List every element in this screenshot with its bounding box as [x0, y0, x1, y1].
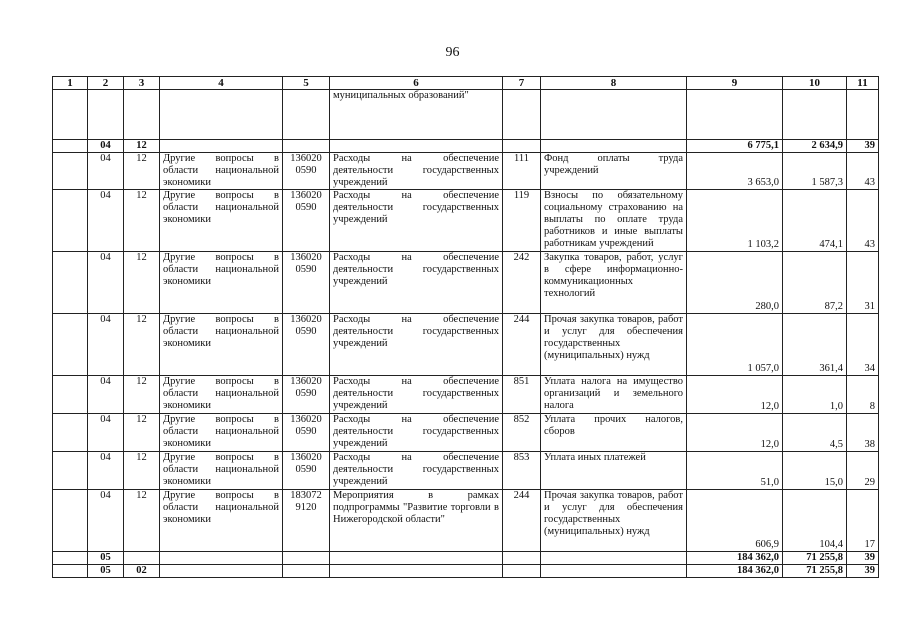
cell-col-7: 851 [503, 376, 541, 414]
cell-col-5: 136020 0590 [283, 452, 330, 490]
cell-col-2: 04 [88, 314, 124, 376]
cell-col-7: 119 [503, 190, 541, 252]
table-row [53, 565, 879, 578]
cell-col-7 [503, 90, 541, 140]
cell-col-1 [53, 252, 88, 314]
table-row [53, 153, 879, 190]
cell-col-11: 39 [847, 552, 879, 565]
table-row [53, 314, 879, 376]
cell-col-1 [53, 314, 88, 376]
cell-col-3: 02 [124, 565, 160, 578]
table-row [53, 414, 879, 452]
cell-col-10: 15,0 [783, 452, 847, 490]
cell-col-1 [53, 552, 88, 565]
cell-col-5: 136020 0590 [283, 314, 330, 376]
cell-col-6: Расходы на обеспечение деятельности государственных учреждений [330, 414, 503, 452]
column-header: 10 [783, 77, 847, 90]
cell-col-9: 184 362,0 [687, 565, 783, 578]
cell-col-2: 05 [88, 565, 124, 578]
cell-col-3: 12 [124, 153, 160, 190]
cell-col-4: Другие вопросы в области национальной экономики [160, 414, 283, 452]
table-row [53, 552, 879, 565]
cell-col-2: 04 [88, 376, 124, 414]
cell-col-4: Другие вопросы в области национальной экономики [160, 376, 283, 414]
cell-col-4: Другие вопросы в области национальной экономики [160, 190, 283, 252]
cell-col-10 [783, 90, 847, 140]
column-header: 11 [847, 77, 879, 90]
table-row [53, 376, 879, 414]
cell-col-6: муниципальных образований" [330, 90, 503, 140]
cell-col-7: 242 [503, 252, 541, 314]
cell-col-10: 4,5 [783, 414, 847, 452]
cell-col-7 [503, 565, 541, 578]
cell-col-3: 12 [124, 190, 160, 252]
column-header: 2 [88, 77, 124, 90]
cell-col-5: 136020 0590 [283, 376, 330, 414]
cell-col-4: Другие вопросы в области национальной экономики [160, 252, 283, 314]
column-header: 3 [124, 77, 160, 90]
cell-col-7 [503, 140, 541, 153]
cell-col-4: Другие вопросы в области национальной экономики [160, 314, 283, 376]
column-header: 1 [53, 77, 88, 90]
cell-col-11: 39 [847, 140, 879, 153]
cell-col-5: 136020 0590 [283, 414, 330, 452]
cell-col-8: Взносы по обязательному социальному страхованию на выплаты по оплате труда работников и иные выплаты работникам учреждений [541, 190, 687, 252]
cell-col-2: 05 [88, 552, 124, 565]
cell-col-5 [283, 90, 330, 140]
cell-col-3: 12 [124, 314, 160, 376]
cell-col-6 [330, 140, 503, 153]
cell-col-11: 17 [847, 490, 879, 552]
cell-col-3: 12 [124, 140, 160, 153]
cell-col-3: 12 [124, 252, 160, 314]
cell-col-2: 04 [88, 190, 124, 252]
cell-col-10: 1 587,3 [783, 153, 847, 190]
cell-col-6: Расходы на обеспечение деятельности государственных учреждений [330, 452, 503, 490]
cell-col-3 [124, 552, 160, 565]
cell-col-9: 3 653,0 [687, 153, 783, 190]
cell-col-9: 1 057,0 [687, 314, 783, 376]
table-row [53, 90, 879, 140]
cell-col-11: 8 [847, 376, 879, 414]
cell-col-3: 12 [124, 452, 160, 490]
cell-col-4: Другие вопросы в области национальной экономики [160, 153, 283, 190]
cell-col-2: 04 [88, 252, 124, 314]
table-body [53, 90, 879, 578]
cell-col-3: 12 [124, 376, 160, 414]
cell-col-6: Расходы на обеспечение деятельности государственных учреждений [330, 252, 503, 314]
cell-col-2: 04 [88, 414, 124, 452]
cell-col-10: 1,0 [783, 376, 847, 414]
cell-col-10: 104,4 [783, 490, 847, 552]
cell-col-7: 853 [503, 452, 541, 490]
cell-col-4 [160, 552, 283, 565]
cell-col-8: Уплата иных платежей [541, 452, 687, 490]
cell-col-8: Прочая закупка товаров, работ и услуг для обеспечения государственных (муниципальных) нужд [541, 490, 687, 552]
table-row [53, 190, 879, 252]
cell-col-2: 04 [88, 490, 124, 552]
cell-col-11: 29 [847, 452, 879, 490]
cell-col-1 [53, 414, 88, 452]
table-row [53, 490, 879, 552]
cell-col-1 [53, 490, 88, 552]
cell-col-10: 361,4 [783, 314, 847, 376]
cell-col-6: Расходы на обеспечение деятельности государственных учреждений [330, 190, 503, 252]
cell-col-1 [53, 565, 88, 578]
cell-col-4 [160, 565, 283, 578]
cell-col-1 [53, 90, 88, 140]
column-header: 8 [541, 77, 687, 90]
cell-col-6: Расходы на обеспечение деятельности государственных учреждений [330, 376, 503, 414]
table-row [53, 452, 879, 490]
cell-col-9: 51,0 [687, 452, 783, 490]
cell-col-2: 04 [88, 153, 124, 190]
page-number: 96 [445, 45, 460, 60]
cell-col-3: 12 [124, 490, 160, 552]
cell-col-5 [283, 565, 330, 578]
cell-col-8: Уплата налога на имущество организаций и земельного налога [541, 376, 687, 414]
cell-col-11 [847, 90, 879, 140]
budget-table [52, 76, 879, 578]
cell-col-9: 12,0 [687, 414, 783, 452]
column-header: 4 [160, 77, 283, 90]
cell-col-8: Уплата прочих налогов, сборов [541, 414, 687, 452]
cell-col-9 [687, 90, 783, 140]
column-header: 7 [503, 77, 541, 90]
cell-col-2 [88, 90, 124, 140]
table-row [53, 140, 879, 153]
cell-col-11: 43 [847, 190, 879, 252]
cell-col-9: 606,9 [687, 490, 783, 552]
cell-col-1 [53, 153, 88, 190]
cell-col-7 [503, 552, 541, 565]
cell-col-11: 34 [847, 314, 879, 376]
cell-col-4: Другие вопросы в области национальной экономики [160, 452, 283, 490]
cell-col-2: 04 [88, 452, 124, 490]
cell-col-4: Другие вопросы в области национальной экономики [160, 490, 283, 552]
cell-col-5 [283, 552, 330, 565]
cell-col-10: 71 255,8 [783, 565, 847, 578]
cell-col-10: 71 255,8 [783, 552, 847, 565]
cell-col-8 [541, 565, 687, 578]
cell-col-10: 474,1 [783, 190, 847, 252]
column-header: 9 [687, 77, 783, 90]
cell-col-4 [160, 140, 283, 153]
cell-col-8: Закупка товаров, работ, услуг в сфере информационно-коммуникационных технологий [541, 252, 687, 314]
cell-col-8 [541, 552, 687, 565]
column-header: 6 [330, 77, 503, 90]
cell-col-8: Прочая закупка товаров, работ и услуг для обеспечения государственных (муниципальных) нужд [541, 314, 687, 376]
cell-col-9: 184 362,0 [687, 552, 783, 565]
cell-col-5 [283, 140, 330, 153]
cell-col-1 [53, 190, 88, 252]
cell-col-6: Мероприятия в рамках подпрограммы "Развитие торговли в Нижегородской области" [330, 490, 503, 552]
cell-col-8 [541, 140, 687, 153]
cell-col-10: 87,2 [783, 252, 847, 314]
cell-col-3: 12 [124, 414, 160, 452]
cell-col-2: 04 [88, 140, 124, 153]
cell-col-11: 43 [847, 153, 879, 190]
cell-col-7: 244 [503, 314, 541, 376]
cell-col-11: 38 [847, 414, 879, 452]
cell-col-6: Расходы на обеспечение деятельности государственных учреждений [330, 153, 503, 190]
cell-col-3 [124, 90, 160, 140]
cell-col-11: 31 [847, 252, 879, 314]
cell-col-5: 136020 0590 [283, 252, 330, 314]
cell-col-6 [330, 552, 503, 565]
cell-col-11: 39 [847, 565, 879, 578]
cell-col-9: 1 103,2 [687, 190, 783, 252]
table-row [53, 252, 879, 314]
cell-col-7: 852 [503, 414, 541, 452]
cell-col-8 [541, 90, 687, 140]
column-header: 5 [283, 77, 330, 90]
cell-col-9: 6 775,1 [687, 140, 783, 153]
cell-col-7: 111 [503, 153, 541, 190]
cell-col-6: Расходы на обеспечение деятельности государственных учреждений [330, 314, 503, 376]
cell-col-1 [53, 140, 88, 153]
cell-col-7: 244 [503, 490, 541, 552]
cell-col-5: 136020 0590 [283, 153, 330, 190]
header-row [53, 77, 879, 90]
cell-col-10: 2 634,9 [783, 140, 847, 153]
cell-col-1 [53, 376, 88, 414]
cell-col-9: 12,0 [687, 376, 783, 414]
cell-col-5: 183072 9120 [283, 490, 330, 552]
cell-col-1 [53, 452, 88, 490]
cell-col-8: Фонд оплаты труда учреждений [541, 153, 687, 190]
cell-col-9: 280,0 [687, 252, 783, 314]
cell-col-6 [330, 565, 503, 578]
cell-col-5: 136020 0590 [283, 190, 330, 252]
cell-col-4 [160, 90, 283, 140]
